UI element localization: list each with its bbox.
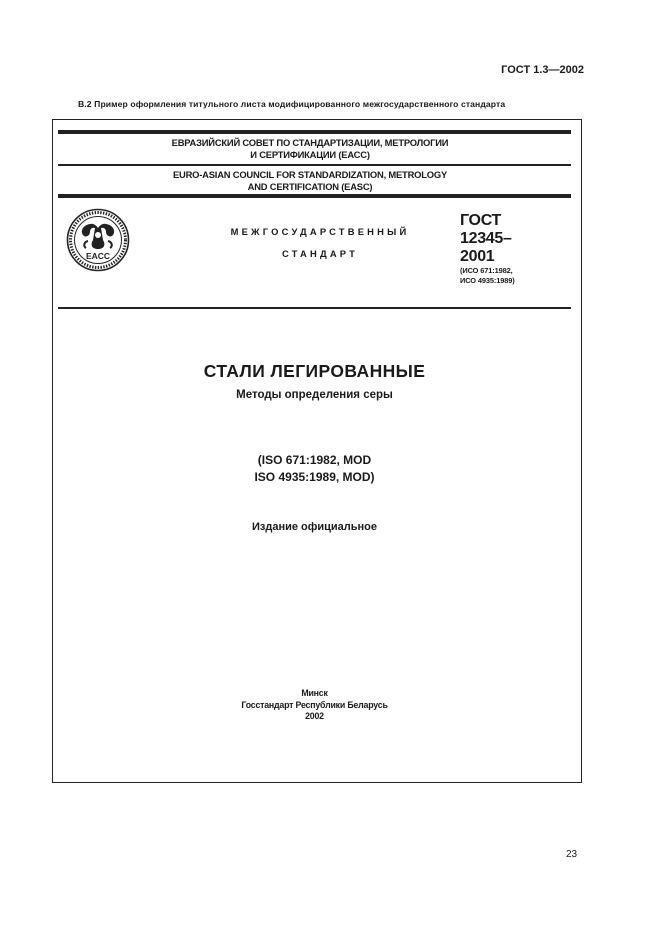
document-code: ГОСТ 1.3—2002 <box>501 64 584 76</box>
imprint-publisher: Госстандарт Республики Беларусь <box>241 699 388 710</box>
edition-note: Издание официальное <box>251 521 378 533</box>
figure-caption: В.2 Пример оформления титульного листа модифицированного межгосударственного стандарта <box>78 99 506 109</box>
designation-iso-equiv-2: ИСО 4935:1989) <box>460 276 515 285</box>
iso-reference-2: ISO 4935:1989, MOD) <box>254 470 375 484</box>
council-en-line2: AND CERTIFICATION (EASC) <box>247 181 373 192</box>
designation-number: 12345– <box>460 230 512 247</box>
header-bottom-rule <box>58 307 571 309</box>
council-divider-rule <box>58 164 571 166</box>
logo-text: EACC <box>85 251 111 261</box>
standard-type-line1: МЕЖГОСУДАРСТВЕННЫЙ <box>230 226 410 237</box>
standard-subtitle: Методы определения серы <box>236 389 393 401</box>
council-ru-line1: ЕВРАЗИЙСКИЙ СОВЕТ ПО СТАНДАРТИЗАЦИИ, МЕТРОЛОГИИ <box>171 137 449 148</box>
standard-title: СТАЛИ ЛЕГИРОВАННЫЕ <box>203 361 426 381</box>
iso-references <box>58 452 571 486</box>
designation-year: 2001 <box>460 248 495 265</box>
council-en-line1: EURO-ASIAN COUNCIL FOR STANDARDIZATION, METROLOGY <box>172 169 448 180</box>
designation-prefix: ГОСТ <box>460 212 502 229</box>
standard-designation <box>460 212 515 286</box>
imprint <box>58 688 571 723</box>
council-ru-line2: И СЕРТИФИКАЦИИ (ЕАСС) <box>250 149 370 160</box>
eacc-emblem-icon <box>66 208 130 272</box>
top-rule <box>58 130 571 134</box>
page-number: 23 <box>566 849 578 860</box>
standard-type-line2: СТАНДАРТ <box>281 248 359 259</box>
council-bottom-rule <box>58 194 571 198</box>
iso-reference-1: (ISO 671:1982, MOD <box>257 453 372 467</box>
imprint-year: 2002 <box>305 711 324 721</box>
imprint-city: Минск <box>301 688 328 698</box>
council-name-ru <box>120 137 500 161</box>
designation-iso-equiv-1: (ИСО 671:1982, <box>460 266 513 275</box>
council-name-en <box>120 169 500 193</box>
